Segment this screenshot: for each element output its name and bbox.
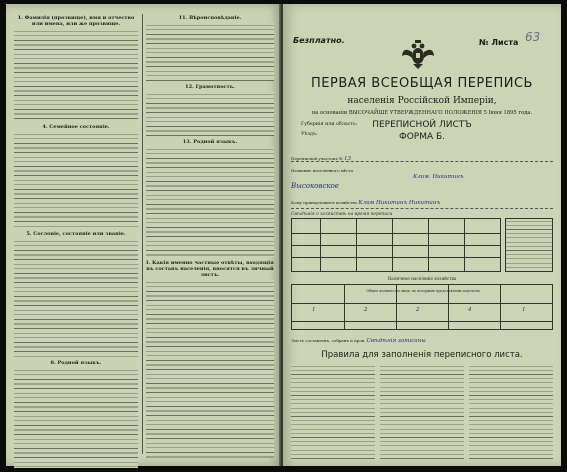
free-of-charge-label: Безплатно. bbox=[293, 36, 345, 45]
settlement-value: Высоковское bbox=[291, 182, 339, 190]
section-heading: 5. Сословіе, состояніе или званіе. bbox=[26, 231, 126, 237]
section-heading: 1. Фамилія (прозвище), имя и отчество или имена, или же прозвище. bbox=[17, 15, 135, 27]
summary-table-header: Общее количество лицъ, по которымъ представлены подсчеты bbox=[366, 289, 480, 293]
owner-name-value: Клим. Никитинъ bbox=[413, 174, 464, 180]
summary-value: 4 bbox=[468, 307, 472, 313]
body-text bbox=[146, 23, 274, 81]
section-heading: 4. Семейное состояніе. bbox=[42, 124, 110, 130]
village-line bbox=[291, 182, 553, 190]
census-district-label: Переписной участокъ № bbox=[291, 156, 343, 161]
section-heading: 13. Родной языкъ. bbox=[182, 139, 238, 145]
rules-column-1 bbox=[291, 364, 375, 460]
section-heading: 11. Вѣроисповѣданіе. bbox=[178, 15, 242, 21]
settlement-label: Название населенного мѣста bbox=[291, 168, 354, 173]
list-number-label: № Листа bbox=[479, 38, 519, 47]
section-heading: 12. Грамотность. bbox=[185, 84, 235, 90]
census-district-value: 13 bbox=[344, 156, 351, 162]
household-owner-label: Кому принадлежитъ хозяйство bbox=[291, 200, 358, 205]
table-row-divider bbox=[292, 303, 552, 304]
divider bbox=[291, 161, 553, 162]
rules-column-2 bbox=[380, 364, 464, 460]
summary-value: 1 bbox=[522, 307, 526, 313]
uezd-label: Уѣздъ: bbox=[301, 132, 318, 137]
owner-name-line bbox=[413, 174, 553, 180]
guberniya-label: Губернія или область: bbox=[301, 122, 358, 127]
body-text bbox=[146, 280, 274, 458]
instructions-column-1 bbox=[14, 12, 138, 468]
household-table-header: Свѣдѣнія о хозяйствѣ на время переписи bbox=[291, 212, 393, 217]
signature-label: Листъ составленъ, собранъ и пров. bbox=[291, 338, 366, 343]
body-text bbox=[14, 239, 138, 357]
settlement-line bbox=[291, 168, 553, 173]
household-owner-line bbox=[291, 200, 553, 206]
rules-column-3 bbox=[469, 364, 553, 460]
section-heading: I. Какія именно частные отвѣты, входящія въ составъ населенія, вносятся въ личный листъ. bbox=[146, 260, 274, 278]
left-page-instructions bbox=[6, 4, 282, 466]
form-title: ПЕРЕПИСНОЙ ЛИСТЪ bbox=[372, 120, 472, 130]
decree-line: на основаніи ВЫСОЧАЙШЕ УТВЕРЖДЕННАГО ПОЛОЖЕНІЯ 5 Іюня 1895 года. bbox=[311, 110, 533, 116]
summary-value: 2 bbox=[364, 307, 368, 313]
table-row-divider bbox=[292, 321, 552, 322]
table-row-divider bbox=[292, 233, 500, 234]
signature-line bbox=[291, 338, 553, 344]
census-title: ПЕРВАЯ ВСЕОБЩАЯ ПЕРЕПИСЬ bbox=[311, 76, 533, 91]
handwritten-list-number: 63 bbox=[525, 30, 541, 44]
form-variant: ФОРМА Б. bbox=[398, 132, 446, 142]
signature-value: Свѣдѣнія записаны bbox=[366, 338, 426, 344]
summary-value: 2 bbox=[416, 307, 420, 313]
population-header: Наличное населеніе хозяйства bbox=[387, 276, 457, 281]
table-row-divider bbox=[292, 245, 500, 246]
body-text bbox=[146, 92, 274, 136]
instructions-column-2 bbox=[146, 12, 274, 458]
section-heading: 8. Родной языкъ. bbox=[50, 360, 102, 366]
household-table bbox=[291, 218, 501, 272]
imperial-eagle-emblem-icon bbox=[401, 40, 435, 70]
table-row-divider bbox=[292, 257, 500, 258]
population-summary-table bbox=[291, 284, 553, 330]
column-divider bbox=[142, 14, 143, 454]
body-text bbox=[14, 132, 138, 228]
household-owner-value: Клим Никитинъ Никитинъ bbox=[358, 200, 441, 206]
body-text bbox=[14, 29, 138, 121]
right-page-census-form bbox=[283, 4, 561, 466]
divider bbox=[291, 208, 553, 209]
body-text bbox=[14, 368, 138, 468]
census-subtitle: населенія Россійской Имперіи, bbox=[347, 96, 497, 106]
instruction-sidebar-box bbox=[505, 218, 553, 272]
body-text bbox=[146, 147, 274, 257]
summary-value: 1 bbox=[312, 307, 316, 313]
rules-title: Правила для заполненія переписного листа. bbox=[321, 350, 523, 360]
